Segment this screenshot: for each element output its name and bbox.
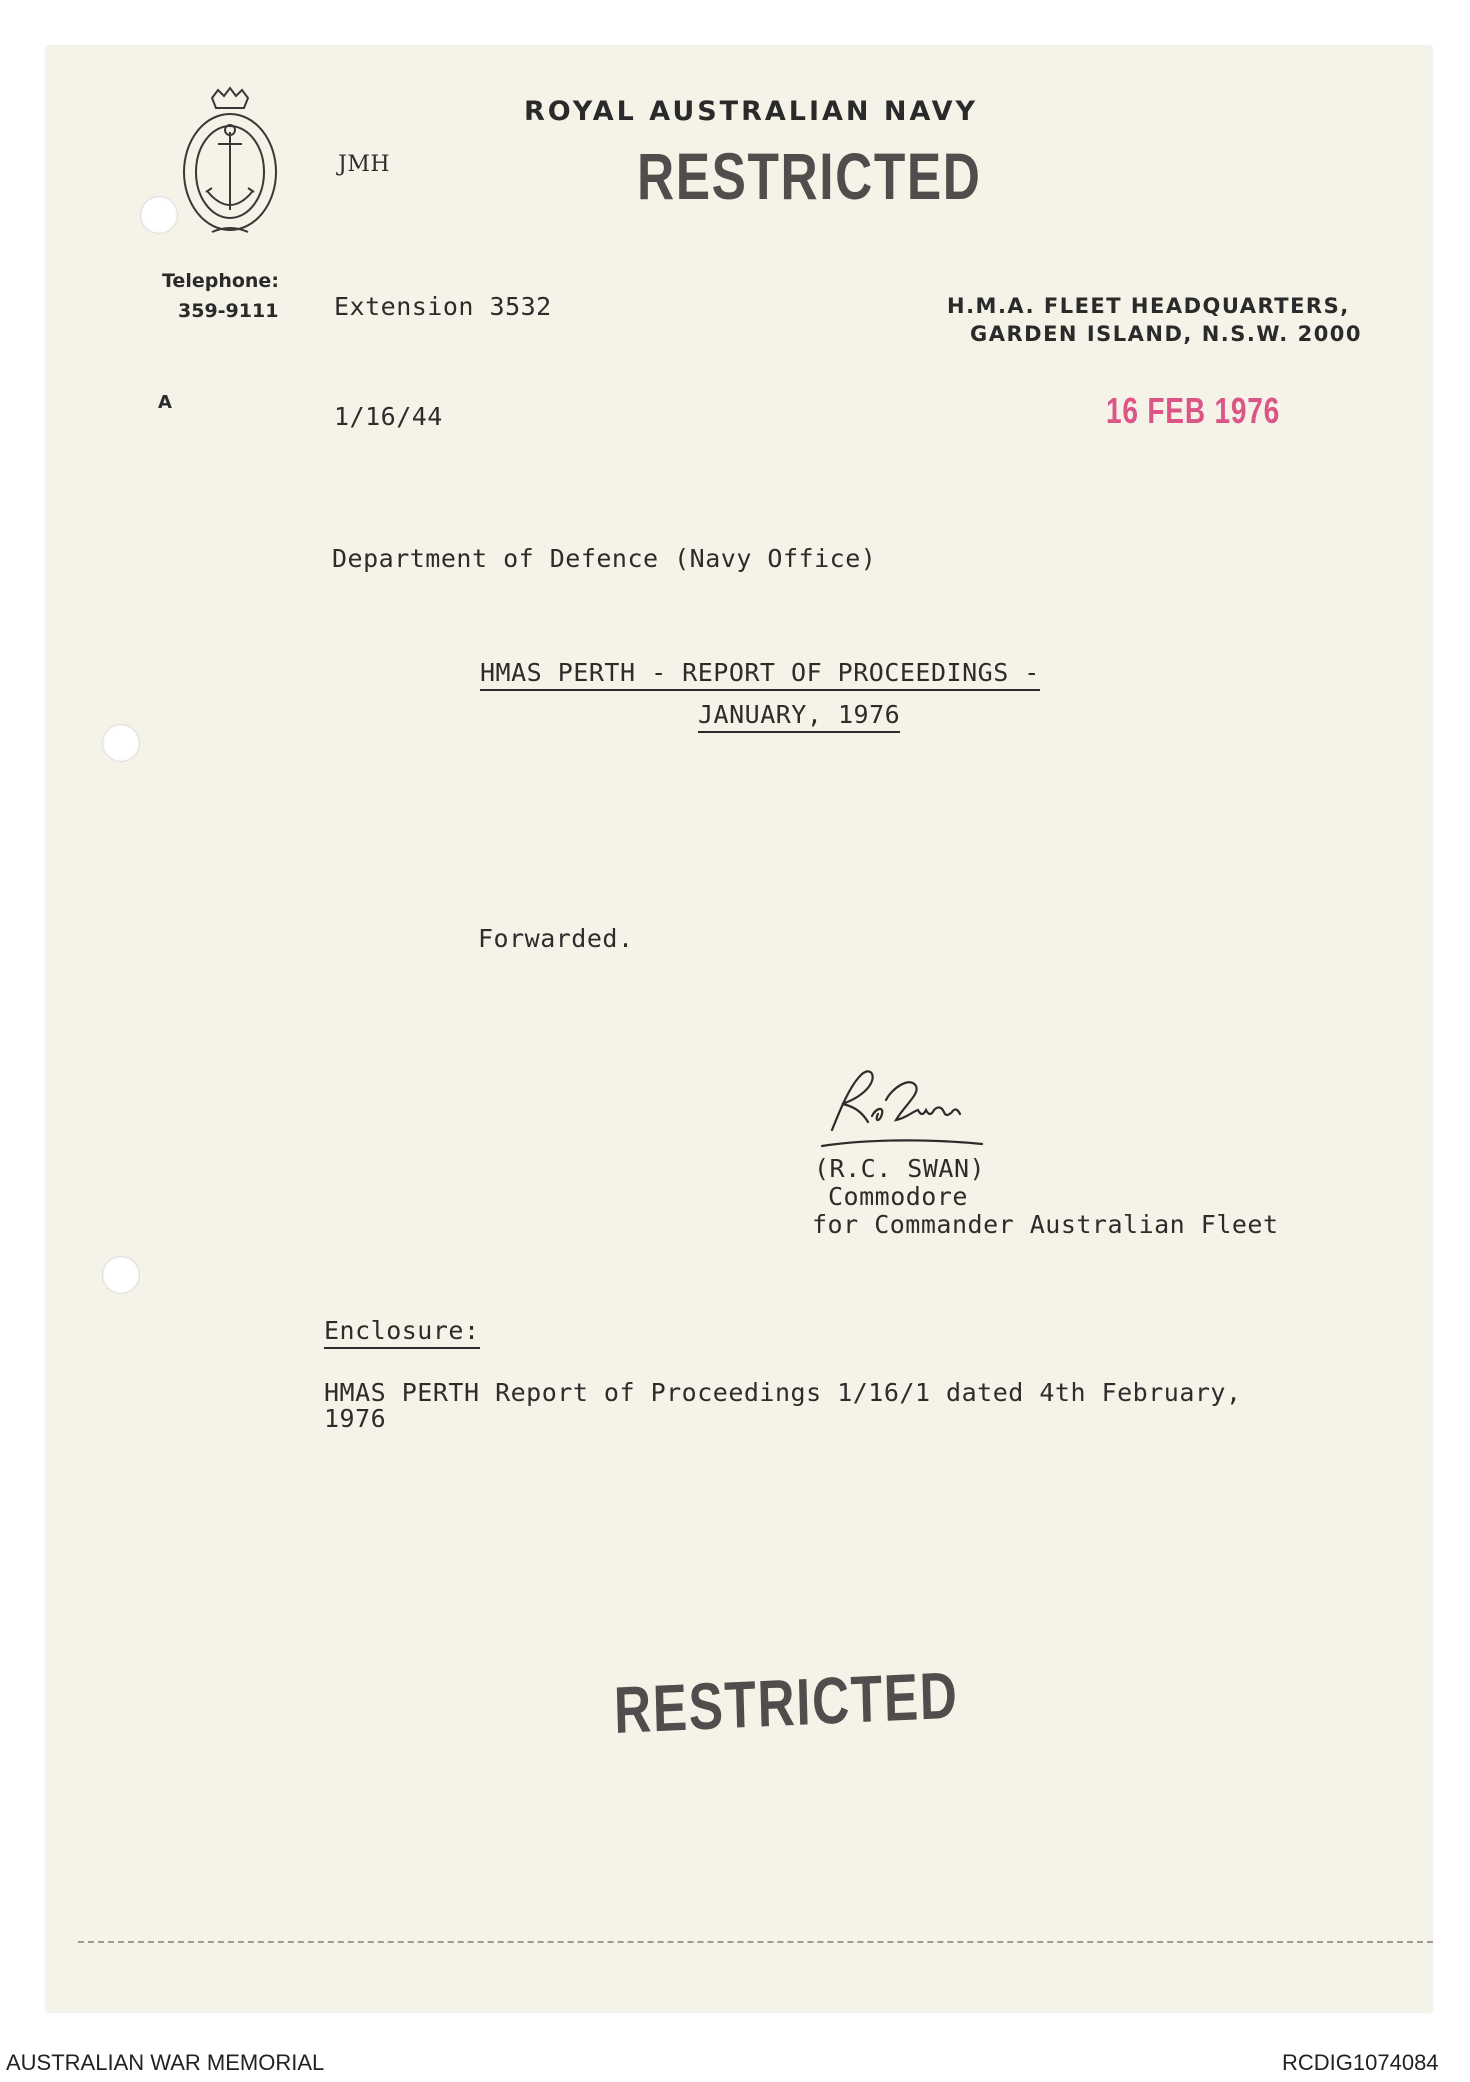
signatory-rank: Commodore	[828, 1182, 968, 1211]
rAN-crest-icon	[172, 80, 288, 240]
date-received-stamp: 16 FEB 1976	[1106, 390, 1281, 431]
extension-number: Extension 3532	[334, 292, 552, 321]
address-line-2: GARDEN ISLAND, N.S.W. 2000	[970, 322, 1363, 346]
record-id: RCDIG1074084	[1282, 2050, 1439, 2075]
organisation-title: ROYAL AUSTRALIAN NAVY	[524, 96, 979, 127]
addressee: Department of Defence (Navy Office)	[332, 544, 877, 573]
telephone-label: Telephone:	[162, 270, 279, 292]
restricted-stamp-bottom: RESTRICTED	[612, 1657, 960, 1747]
body-text: Forwarded.	[478, 924, 634, 953]
signatory-name: (R.C. SWAN)	[814, 1154, 986, 1183]
enclosure-line-2: 1976	[324, 1404, 387, 1433]
typist-initials: JMH	[338, 152, 391, 177]
tear-line	[78, 1941, 1433, 1943]
reference-prefix: A	[158, 392, 172, 413]
telephone-number: 359-9111	[178, 300, 279, 322]
archive-name: AUSTRALIAN WAR MEMORIAL	[6, 2050, 325, 2075]
enclosure-label: Enclosure:	[324, 1316, 480, 1349]
enclosure-line-1: HMAS PERTH Report of Proceedings 1/16/1 dated 4th February,	[324, 1378, 1242, 1407]
subject-line-1: HMAS PERTH - REPORT OF PROCEEDINGS -	[480, 658, 1040, 691]
punch-hole-middle	[102, 724, 140, 762]
signatory-capacity: for Commander Australian Fleet	[812, 1210, 1279, 1239]
subject-line-2: JANUARY, 1976	[698, 700, 900, 733]
address-line-1: H.M.A. FLEET HEADQUARTERS,	[947, 294, 1350, 318]
handwritten-signature	[820, 1060, 1020, 1160]
restricted-stamp-top: RESTRICTED	[637, 139, 982, 213]
file-reference: 1/16/44	[334, 402, 443, 431]
punch-hole-bottom	[102, 1256, 140, 1294]
